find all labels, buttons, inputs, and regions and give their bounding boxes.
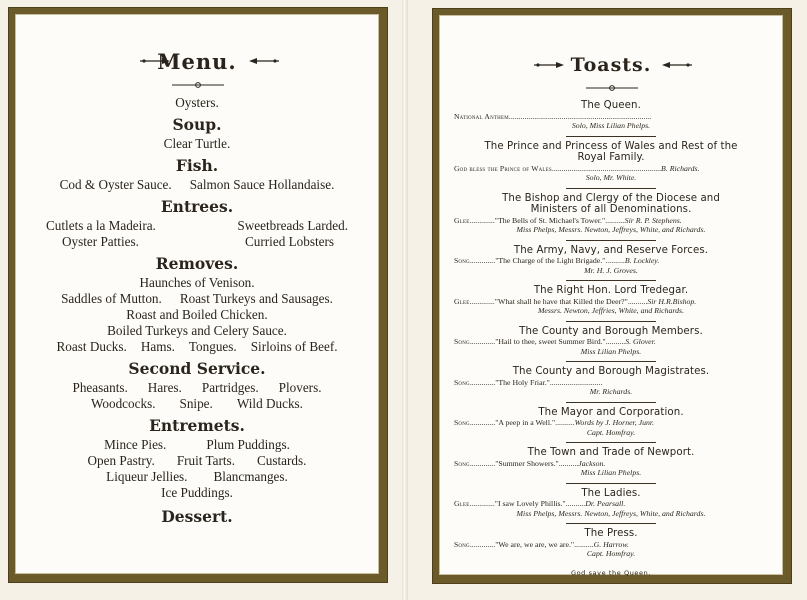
- toast-entry: [440, 141, 782, 183]
- performers-line: Miss Phelps, Messrs. Newton, Jeffreys, White, and Richards.: [516, 508, 706, 518]
- leader-dots: ..........: [605, 256, 625, 265]
- section-heading-dessert: Dessert.: [161, 507, 233, 526]
- menu-item: Liqueur Jellies.: [106, 469, 188, 484]
- performance-label: Song: [454, 539, 470, 549]
- toast-entry: [440, 488, 782, 519]
- menu-item: Snipe.: [179, 396, 213, 411]
- menu-item: Mince Pies.: [104, 437, 167, 452]
- leader-dots: .............: [469, 458, 496, 468]
- menu-item: Hares.: [147, 380, 182, 395]
- performers-line: Miss Lilian Phelps.: [580, 346, 642, 356]
- toast-entry: [440, 366, 782, 397]
- toast-separator: [566, 483, 656, 484]
- menu-item: Roast Turkeys and Sausages.: [179, 291, 333, 306]
- performance-label: Glee: [454, 215, 470, 225]
- toast-title: The County and Borough Magistrates.: [512, 366, 710, 377]
- toast-entry: [440, 100, 782, 131]
- toast-title: The Mayor and Corporation.: [538, 406, 684, 418]
- leader-dots: .............: [469, 296, 495, 306]
- performance-line: [440, 418, 782, 428]
- performance-piece: "I saw Lovely Phillis.": [494, 499, 566, 508]
- performance-piece: "The Holy Friar.": [495, 377, 550, 387]
- performance-line: [440, 256, 782, 266]
- menu-item: Tongues.: [188, 339, 237, 354]
- toasts-title: Toasts.: [570, 54, 652, 76]
- divider-flourish-icon: [172, 81, 224, 89]
- section-heading-soup: Soup.: [172, 115, 222, 134]
- section-heading-removes: Removes.: [155, 254, 239, 273]
- leader-dots: .............: [469, 377, 496, 387]
- section-heading-entrees: Entrees.: [160, 197, 234, 216]
- performance-line: [440, 216, 782, 226]
- menu-page: [0, 0, 402, 600]
- menu-item: Partridges.: [201, 380, 259, 395]
- performance-label: Glee: [454, 499, 470, 508]
- performance-piece: "A peep in a Well.": [495, 418, 556, 427]
- performance-composer: Sir R. P. Stephens.: [624, 215, 682, 225]
- menu-item: Plovers.: [278, 380, 322, 395]
- toast-title: The Queen.: [581, 100, 641, 111]
- toast-separator: [566, 523, 656, 524]
- menu-item: Hams.: [140, 339, 175, 354]
- leader-dots: ..............................................: [508, 111, 599, 121]
- performance-line: [440, 540, 782, 550]
- toast-entry: [440, 245, 782, 276]
- leader-dots: ..........: [574, 539, 594, 549]
- menu-item: Saddles of Mutton.: [61, 291, 162, 306]
- performance-composer: B. Richards.: [661, 163, 700, 173]
- performance-piece: "We are, we are, we are.": [495, 539, 575, 549]
- toast-title: The Ladies.: [581, 487, 641, 499]
- performers-line: Miss Lilian Phelps.: [580, 468, 642, 477]
- menu-item: Boiled Turkeys and Celery Sauce.: [107, 323, 287, 338]
- menu-list: [16, 95, 378, 528]
- section-heading-fish: Fish.: [175, 156, 219, 175]
- leader-dots: .............: [469, 418, 496, 427]
- menu-item: Ice Puddings.: [161, 485, 233, 500]
- toast-entry: [440, 528, 782, 559]
- toast-entry: [440, 326, 782, 357]
- menu-item: Roast Ducks.: [56, 339, 127, 354]
- performers-line: Solo, Mr. White.: [585, 173, 637, 182]
- toast-entry: [440, 447, 782, 478]
- menu-card: [15, 14, 379, 574]
- leader-dots: ..........: [558, 458, 579, 468]
- leader-dots: ..........: [641, 163, 662, 173]
- toast-title: The Army, Navy, and Reserve Forces.: [513, 244, 709, 256]
- toast-separator: [566, 361, 656, 362]
- toast-separator: [566, 442, 656, 443]
- toast-separator: [566, 188, 656, 189]
- performance-line: [440, 378, 782, 388]
- performance-composer: B. Lockley.: [624, 256, 660, 265]
- performance-line: [440, 337, 782, 347]
- performance-label: God bless the Prince of Wales: [454, 163, 552, 173]
- menu-item: Custards.: [257, 453, 307, 468]
- performance-label: National Anthem: [454, 111, 509, 121]
- leader-dots: ..............................................: [551, 163, 642, 173]
- menu-item: Cod & Oyster Sauce.: [59, 177, 172, 192]
- performance-label: Glee: [454, 296, 470, 306]
- menu-item: Curried Lobsters: [245, 234, 334, 249]
- divider-flourish-icon: [586, 84, 638, 92]
- performance-label: Song: [454, 458, 470, 468]
- performance-composer: S. Glover.: [625, 337, 656, 346]
- toast-separator: [566, 136, 656, 137]
- toast-separator: [566, 402, 656, 403]
- menu-item: Woodcocks.: [91, 396, 156, 411]
- leader-dots: ...........................: [549, 377, 603, 387]
- toast-list: [440, 100, 782, 577]
- toast-title: The Press.: [584, 528, 638, 539]
- leader-dots: .............: [469, 215, 495, 225]
- leader-dots: .............: [469, 337, 496, 346]
- performance-piece: "What shall he have that Killed the Deer?": [494, 296, 628, 306]
- menu-item: Fruit Tarts.: [176, 453, 235, 468]
- toast-title: The County and Borough Members.: [519, 325, 703, 337]
- toast-title: The Right Hon. Lord Tredegar.: [533, 285, 689, 296]
- performance-line: [440, 297, 782, 307]
- menu-item: Cutlets a la Madeira.: [46, 218, 156, 233]
- leader-dots: ..........: [605, 337, 626, 346]
- performance-piece: "Hail to thee, sweet Summer Bird.": [495, 337, 606, 346]
- menu-item: Sweetbreads Larded.: [237, 218, 348, 233]
- toast-title: The Bishop and Clergy of the Diocese and Ministers of all Denominations.: [502, 192, 720, 215]
- performance-label: Song: [454, 418, 470, 427]
- performance-label: Song: [454, 337, 470, 346]
- performers-line: Messrs. Newton, Jeffries, White, and Richards.: [537, 306, 685, 315]
- performers-line: Miss Phelps, Messrs. Newton, Jeffreys, White, and Richards.: [516, 225, 706, 234]
- toast-title: The Prince and Princess of Wales and Rest of the Royal Family.: [484, 140, 738, 163]
- leader-dots: ..........: [565, 499, 586, 508]
- menu-item: Plum Puddings.: [206, 437, 290, 452]
- performance-composer: Sir H.R.Bishop.: [647, 296, 697, 306]
- performance-line: [440, 499, 782, 509]
- toast-entry: [440, 407, 782, 438]
- toast-title: The Town and Trade of Newport.: [527, 447, 695, 458]
- performance-line: [440, 164, 782, 174]
- menu-item: Wild Ducks.: [236, 396, 303, 411]
- toast-separator: [566, 321, 656, 322]
- performance-composer: G. Harrow.: [593, 539, 629, 549]
- leader-dots: ..........: [605, 215, 625, 225]
- leader-dots: ..........: [555, 418, 575, 427]
- menu-item: Roast and Boiled Chicken.: [126, 307, 268, 322]
- performance-composer: Dr. Pearsall.: [585, 499, 626, 508]
- toast-entry: [440, 193, 782, 235]
- section-heading-entremets: Entremets.: [149, 416, 245, 435]
- menu-item: Oyster Patties.: [62, 234, 139, 249]
- performers-line: Mr. Richards.: [589, 387, 633, 396]
- performers-line: Mr. H. J. Groves.: [584, 265, 638, 275]
- leader-dots: .............: [469, 499, 495, 508]
- menu-item: Open Pastry.: [87, 453, 155, 468]
- menu-item: Sirloins of Beef.: [250, 339, 338, 354]
- section-heading-second-service: Second Service.: [128, 359, 266, 378]
- menu-item: Oysters.: [175, 95, 219, 110]
- toasts-page: [408, 0, 807, 600]
- performers-line: Capt. Homfray.: [586, 427, 636, 437]
- menu-title: Menu.: [157, 49, 237, 74]
- toast-separator: [566, 280, 656, 281]
- menu-item: Pheasants.: [72, 380, 128, 395]
- menu-item: Salmon Sauce Hollandaise.: [189, 177, 335, 192]
- performance-piece: "The Bells of St. Michael's Tower.": [494, 215, 606, 225]
- performance-composer: Jackson.: [578, 458, 606, 468]
- leader-dots: ..........: [627, 296, 648, 306]
- leader-dots: ...........................: [598, 111, 652, 121]
- performance-composer: Words by J. Horner, Junr.: [574, 418, 654, 427]
- closing-line: God save the Queen.: [570, 568, 652, 577]
- leader-dots: .............: [469, 256, 496, 265]
- performance-label: Song: [454, 377, 470, 387]
- performers-line: Capt. Homfray.: [586, 549, 636, 558]
- toast-separator: [566, 240, 656, 241]
- performance-piece: "Summer Showers.": [495, 458, 559, 468]
- performance-piece: "The Charge of the Light Brigade.": [495, 256, 606, 265]
- performers-line: Solo, Miss Lilian Phelps.: [571, 121, 651, 130]
- toast-entry: [440, 285, 782, 316]
- menu-item: Blancmanges.: [213, 469, 288, 484]
- menu-item: Clear Turtle.: [163, 136, 231, 151]
- menu-item: Haunches of Venison.: [139, 275, 255, 290]
- performance-line: [440, 459, 782, 469]
- performance-line: [440, 112, 782, 122]
- toasts-card: [439, 15, 783, 575]
- performance-label: Song: [454, 256, 470, 265]
- leader-dots: .............: [469, 539, 496, 549]
